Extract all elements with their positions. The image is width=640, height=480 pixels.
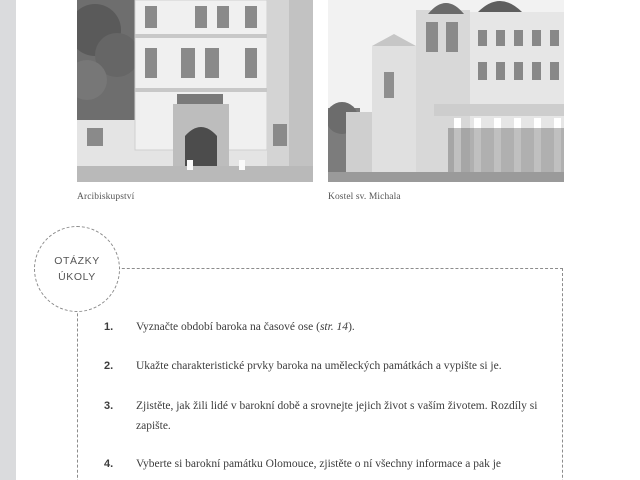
photo-caption-right: Kostel sv. Michala bbox=[328, 192, 401, 202]
task-item bbox=[104, 396, 564, 436]
questions-tasks-badge bbox=[34, 226, 120, 312]
st-michael-church-photo bbox=[328, 0, 564, 182]
task-item bbox=[104, 356, 564, 376]
task-number: 1. bbox=[104, 321, 114, 333]
badge-line-tasks: ÚKOLY bbox=[58, 271, 96, 283]
task-text-start: Vyznačte období baroka na časové ose ( bbox=[136, 321, 320, 333]
task-page-reference: str. 14 bbox=[319, 321, 349, 333]
task-text bbox=[136, 317, 564, 337]
task-item bbox=[104, 454, 564, 474]
task-text-end: ). bbox=[348, 321, 355, 333]
photo-caption-left: Arcibiskupství bbox=[77, 192, 135, 202]
badge-line-questions: OTÁZKY bbox=[54, 255, 100, 267]
task-number: 2. bbox=[104, 360, 114, 372]
task-number: 4. bbox=[104, 458, 114, 470]
task-text: Zjistěte, jak žili lidé v barokní době a srovnejte jejich život s vaším životem. Rozdíly si zapište. bbox=[136, 400, 538, 432]
archbishop-palace-photo bbox=[77, 0, 313, 182]
page-side-strip bbox=[0, 0, 16, 480]
task-text: Ukažte charakteristické prvky baroka na uměleckých památkách a vypište si je. bbox=[136, 360, 502, 372]
task-item bbox=[104, 317, 564, 337]
task-number: 3. bbox=[104, 400, 114, 412]
task-text: Vyberte si barokní památku Olomouce, zjistěte o ní všechny informace a pak je bbox=[136, 458, 502, 470]
